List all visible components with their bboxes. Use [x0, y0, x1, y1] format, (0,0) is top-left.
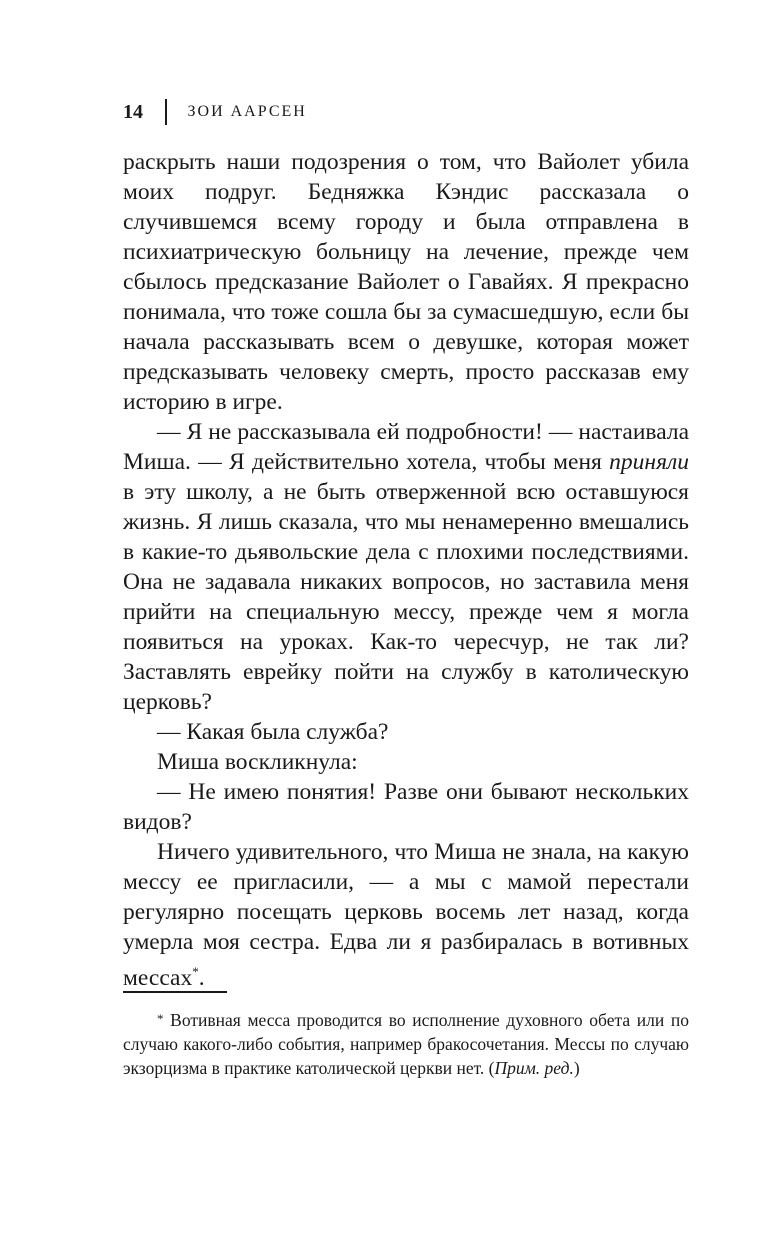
footnote-close-paren: ) [573, 1058, 580, 1078]
paragraph-5-text: — Не имею понятия! Разве они бывают нескольких видов? [123, 779, 689, 835]
body-text [123, 147, 689, 993]
paragraph-4-text: Миша воскликнула: [157, 749, 358, 775]
footnote-text: Вотивная месса проводится во исполнение духовного обета или по случаю какого-либо события, например бракосочетания. Мессы по случаю экзорцизма в практике католической церкви нет. ( [123, 1010, 689, 1078]
running-head-author: ЗОИ ААРСЕН [187, 103, 307, 120]
paragraph-4 [123, 747, 689, 777]
paragraph-3-text: — Какая была служба? [157, 719, 389, 745]
paragraph-5 [123, 777, 689, 837]
paragraph-3 [123, 717, 689, 747]
header-divider [165, 99, 167, 125]
paragraph-2-text-b: в эту школу, а не быть отверженной всю оставшуюся жизнь. Я лишь сказала, что мы ненамеренно вмешались в какие-то дьявольские дела с плохими последствиями. Она не задавала никаких вопросов, но заставила меня прийти на специальную мессу, прежде чем я могла появиться на уроках. Как-то чересчур, не так ли? Заставлять еврейку пойти на службу в католическую церковь? [123, 479, 689, 715]
footnote-editor-note: Прим. ред. [494, 1058, 574, 1078]
paragraph-6: Ничего удивительного, что Миша не знала, на какую мессу ее пригласили, — а мы с мамой перестали регулярно посещать церковь восемь лет назад, когда умерла моя сестра. Едва ли я разбиралась в вотивных мессах*. [123, 839, 689, 991]
paragraph-2 [123, 417, 689, 717]
footnote-mark: * [157, 1011, 164, 1026]
footnote [123, 1007, 689, 1080]
paragraph-6-text: Ничего удивительного, что Миша не знала, на какую мессу ее пригласили, — а мы с мамой перестали регулярно посещать церковь восемь лет назад, когда умерла моя сестра. Едва ли я разбиралась в вотивных мессах [123, 839, 689, 991]
footnote-divider [123, 991, 227, 993]
paragraph-2-text-a: — Я не рассказывала ей подробности! — настаивала Миша. — Я действительно хотела, чтобы меня [123, 419, 689, 475]
paragraph-2-emphasis: приняли [609, 449, 689, 475]
paragraph-1-text: раскрыть наши подозрения о том, что Вайолет убила моих подруг. Бедняжка Кэндис рассказала о случившемся всему городу и была отправлена в психиатрическую больницу на лечение, прежде чем сбылось предсказание Вайолет о Гавайях. Я прекрасно понимала, что тоже сошла бы за сумасшедшую, если бы начала рассказывать всем о девушке, которая может предсказывать человеку смерть, просто рассказав ему историю в игре. [123, 149, 689, 415]
page-header [123, 98, 307, 126]
paragraph-1 [123, 147, 689, 417]
page-number: 14 [123, 100, 143, 123]
footnote-reference[interactable]: * [192, 964, 199, 979]
